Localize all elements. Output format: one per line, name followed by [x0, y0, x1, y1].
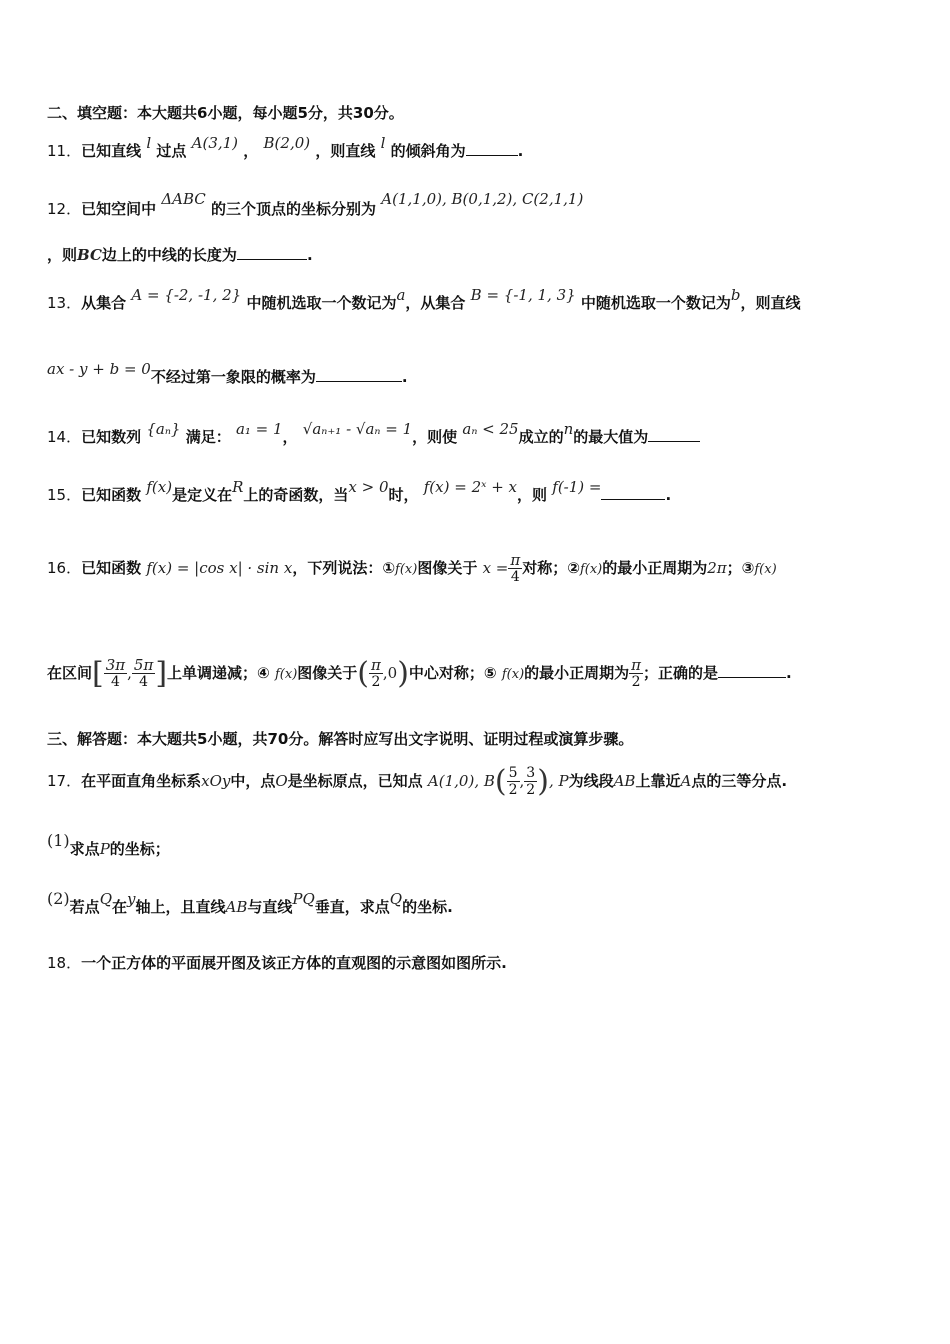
q16-text: 中心对称；⑤: [408, 664, 497, 682]
q16-three-pi-over-4: [104, 657, 127, 690]
q15-text: 时，: [388, 486, 419, 504]
question-13-line-2: [47, 360, 408, 387]
q17-point-o: O: [275, 772, 288, 790]
q16-text: 图像关于: [417, 559, 478, 577]
q14-sequence: {aₙ}: [146, 420, 181, 438]
q14-text: ，则使: [412, 428, 458, 446]
q11-comma: ，: [243, 142, 259, 160]
q16-bracket-left: [: [92, 656, 104, 691]
q16-text: 已知函数: [81, 559, 142, 577]
q16-pi-over-2: [369, 657, 383, 690]
q16-text: 的最小正周期为: [524, 664, 630, 682]
q14-condition-1: a₁ = 1: [235, 420, 283, 438]
q16-paren-right: ): [397, 656, 409, 691]
q15-text: 已知函数: [81, 486, 142, 504]
q16-number: 16．: [47, 559, 82, 577]
q13-text: 从集合: [81, 294, 127, 312]
q11-text: 已知直线: [81, 142, 142, 160]
q11-point-b: B(2,0): [263, 134, 311, 152]
q16-fx: f(x): [501, 667, 525, 682]
q15-text: 上的奇函数，当: [243, 486, 349, 504]
q17-text: 与直线: [247, 898, 293, 916]
q17-text: 为线段: [568, 772, 614, 790]
q14-number: 14．: [47, 428, 82, 446]
q11-text: ，则直线: [315, 142, 376, 160]
q18-number: 18．: [47, 954, 82, 972]
q13-text: ，从集合: [405, 294, 466, 312]
q16-zero: 0: [387, 664, 398, 682]
question-17-part-1: [47, 831, 170, 859]
q15-text: 是定义在: [172, 486, 233, 504]
question-15: [47, 478, 672, 505]
q16-text: 上单调递减；④: [167, 664, 270, 682]
q16-function: f(x) = |cos x| · sin x: [146, 559, 293, 577]
q16-text: ；③: [726, 559, 755, 577]
q15-definition: f(x) = 2ˣ + x: [423, 478, 518, 496]
q16-x-equals: x =: [482, 559, 509, 577]
q16-pi: π: [510, 551, 521, 569]
question-16-line-2: 在区间[ $\frac{3\pi}{4}$ , $\frac{5\pi}{4}$ ]上单调递减；④ f(x)图像关于( $\frac{\pi}{2}$ ,0)中心对称；⑤ f(x)的最小正周期为 $\frac{\pi}{2}$ ；正确的是 .: [47, 656, 792, 691]
q16-pi-over-2: [629, 657, 643, 690]
q17-text: 垂直，求点: [314, 898, 390, 916]
q12-text: 的三个顶点的坐标分别为: [211, 200, 377, 218]
q16-pi-over-4: [508, 552, 522, 585]
q17-line-ab: AB: [225, 898, 248, 916]
q17-text: 点的三等分点.: [691, 772, 788, 790]
question-12-line-2: [47, 244, 313, 265]
q17-point-q: Q: [389, 890, 403, 908]
q15-text: ，则: [517, 486, 548, 504]
q16-two: 2: [371, 674, 381, 690]
q13-line-equation: ax - y + b = 0: [47, 360, 151, 378]
q17-point-p: P: [99, 840, 110, 858]
q17-segment-ab: AB: [613, 772, 636, 790]
q16-five-pi: 5π: [133, 656, 154, 674]
q17-text: 的坐标；: [109, 840, 170, 858]
q14-text: 满足：: [185, 428, 231, 446]
section2-heading: 二、填空题：本大题共6小题，每小题5分，共30分。: [47, 104, 404, 122]
q16-three-pi: 3π: [105, 656, 126, 674]
question-18: [47, 952, 507, 973]
q17-paren-right: ): [537, 764, 549, 799]
q17-paren-left: (: [494, 764, 507, 799]
question-12: [47, 190, 584, 219]
q13-var-b: b: [730, 286, 741, 304]
q16-fx: f(x): [754, 562, 777, 577]
q13-text: ，则直线: [740, 294, 801, 312]
q17-points-ab: A(1,0), B: [427, 772, 495, 790]
q12-triangle: ΔABC: [161, 190, 206, 208]
q16-fx: f(x): [274, 667, 298, 682]
q14-condition-2: √aₙ₊₁ - √aₙ = 1: [302, 420, 413, 438]
q13-number: 13．: [47, 294, 82, 312]
q13-period: .: [401, 368, 408, 386]
q15-function: f(x): [146, 478, 173, 496]
q11-line-l: l: [380, 134, 386, 152]
q16-fx: f(x): [395, 562, 418, 577]
q13-text: 中随机选取一个数记为: [246, 294, 397, 312]
q13-text: 中随机选取一个数记为: [580, 294, 731, 312]
q15-period: .: [665, 486, 672, 504]
q11-text: 过点: [156, 142, 187, 160]
q16-text: 在区间: [47, 664, 93, 682]
q17-text: 中，点: [230, 772, 276, 790]
q17-five-halves: [507, 765, 520, 798]
question-11: [47, 134, 524, 161]
q16-answer-blank[interactable]: [718, 663, 786, 678]
q13-var-a: a: [396, 286, 406, 304]
question-14: [47, 420, 700, 447]
q16-bracket-right: ]: [155, 656, 168, 691]
q16-two-pi: 2π: [707, 559, 727, 577]
q17-point-q: Q: [99, 890, 112, 908]
q17-five: 5: [508, 765, 518, 781]
q17-text: 轴上，且直线: [135, 898, 226, 916]
q17-point-p: , P: [548, 772, 569, 790]
q17-number: 17．: [47, 772, 82, 790]
q14-text: 的最大值为: [573, 428, 649, 446]
q15-condition: x > 0: [348, 478, 389, 496]
q16-two: 2: [631, 674, 641, 690]
q13-text: 不经过第一象限的概率为: [150, 368, 316, 386]
q16-text: 的最小正周期为: [602, 559, 708, 577]
q14-answer-blank[interactable]: [648, 427, 700, 442]
section3-heading: 三、解答题：本大题共5小题，共70分。解答时应写出文字说明、证明过程或演算步骤。: [47, 730, 634, 748]
q17-text: 上靠近: [635, 772, 681, 790]
q11-text: 的倾斜角为: [390, 142, 466, 160]
q16-text: 对称；②: [522, 559, 580, 577]
q15-var-r: R: [232, 478, 244, 496]
q16-text: ；正确的是: [643, 664, 719, 682]
q12-bc: BC: [77, 246, 102, 264]
q17-two: 2: [508, 782, 518, 798]
q12-text: 已知空间中: [81, 200, 157, 218]
q16-text: ，下列说法：①: [292, 559, 396, 577]
q14-comma: ，: [282, 428, 298, 446]
q16-paren-left: (: [357, 656, 370, 691]
q16-five-pi-over-4: [132, 657, 155, 690]
q11-line-l: l: [146, 134, 152, 152]
question-16: [47, 552, 777, 585]
q15-answer-blank[interactable]: [601, 485, 665, 500]
q16-four: 4: [139, 674, 149, 690]
q17-text: 是坐标原点，已知点: [287, 772, 423, 790]
q14-var-n: n: [563, 420, 574, 438]
q11-answer-blank[interactable]: [466, 141, 518, 156]
q16-pi: π: [631, 656, 642, 674]
q12-text: 边上的中线的长度为: [101, 246, 237, 264]
q11-period: .: [517, 142, 524, 160]
q16-text: 图像关于: [297, 664, 358, 682]
question-13: [47, 286, 801, 313]
q17-point-a: A: [680, 772, 692, 790]
q17-two: 2: [526, 782, 536, 798]
q17-text: 的坐标.: [402, 898, 453, 916]
question-17-part-2: [47, 889, 453, 917]
q14-text: 成立的: [518, 428, 564, 446]
q13-set-b: B = {-1, 1, 3}: [470, 286, 576, 304]
q15-question: f(-1) =: [552, 478, 602, 496]
q11-point-a: A(3,1): [191, 134, 239, 152]
q11-number: 11．: [47, 142, 82, 160]
q18-text: 一个正方体的平面展开图及该正方体的直观图的示意图如图所示.: [81, 954, 507, 972]
q16-period: .: [786, 664, 792, 682]
q17-xoy: xOy: [201, 772, 231, 790]
q12-period: .: [306, 246, 313, 264]
q17-three-halves: [524, 765, 537, 798]
q17-three: 3: [526, 765, 536, 781]
q13-answer-blank[interactable]: [316, 367, 402, 382]
question-17: 17．在平面直角坐标系xOy中，点O是坐标原点，已知点 A(1,0), B( $\frac{5}{2}$ , $\frac{3}{2}$ ), P为线段AB上靠近A点的三等分点.: [47, 764, 788, 799]
q17-text: 求点: [69, 840, 100, 858]
q16-fx: f(x): [579, 562, 603, 577]
q17-text: 在: [112, 898, 128, 916]
q17-part-1-label: (1): [47, 831, 70, 850]
q12-vertices: A(1,1,0), B(0,1,2), C(2,1,1): [381, 190, 584, 208]
q13-set-a: A = {-2, -1, 2}: [131, 286, 242, 304]
q17-part-2-label: (2): [47, 889, 70, 908]
q17-y-axis: y: [127, 890, 136, 908]
q17-text: 若点: [69, 898, 100, 916]
q17-text: 在平面直角坐标系: [81, 772, 202, 790]
q14-inequality: aₙ < 25: [462, 420, 519, 438]
q16-pi: π: [371, 656, 381, 674]
q16-four: 4: [110, 674, 120, 690]
q12-number: 12．: [47, 200, 82, 218]
q14-text: 已知数列: [81, 428, 142, 446]
q12-answer-blank[interactable]: [237, 245, 307, 260]
q12-text: ，则: [47, 246, 78, 264]
q16-four: 4: [510, 569, 520, 585]
q15-number: 15．: [47, 486, 82, 504]
q17-line-pq: PQ: [292, 890, 315, 908]
